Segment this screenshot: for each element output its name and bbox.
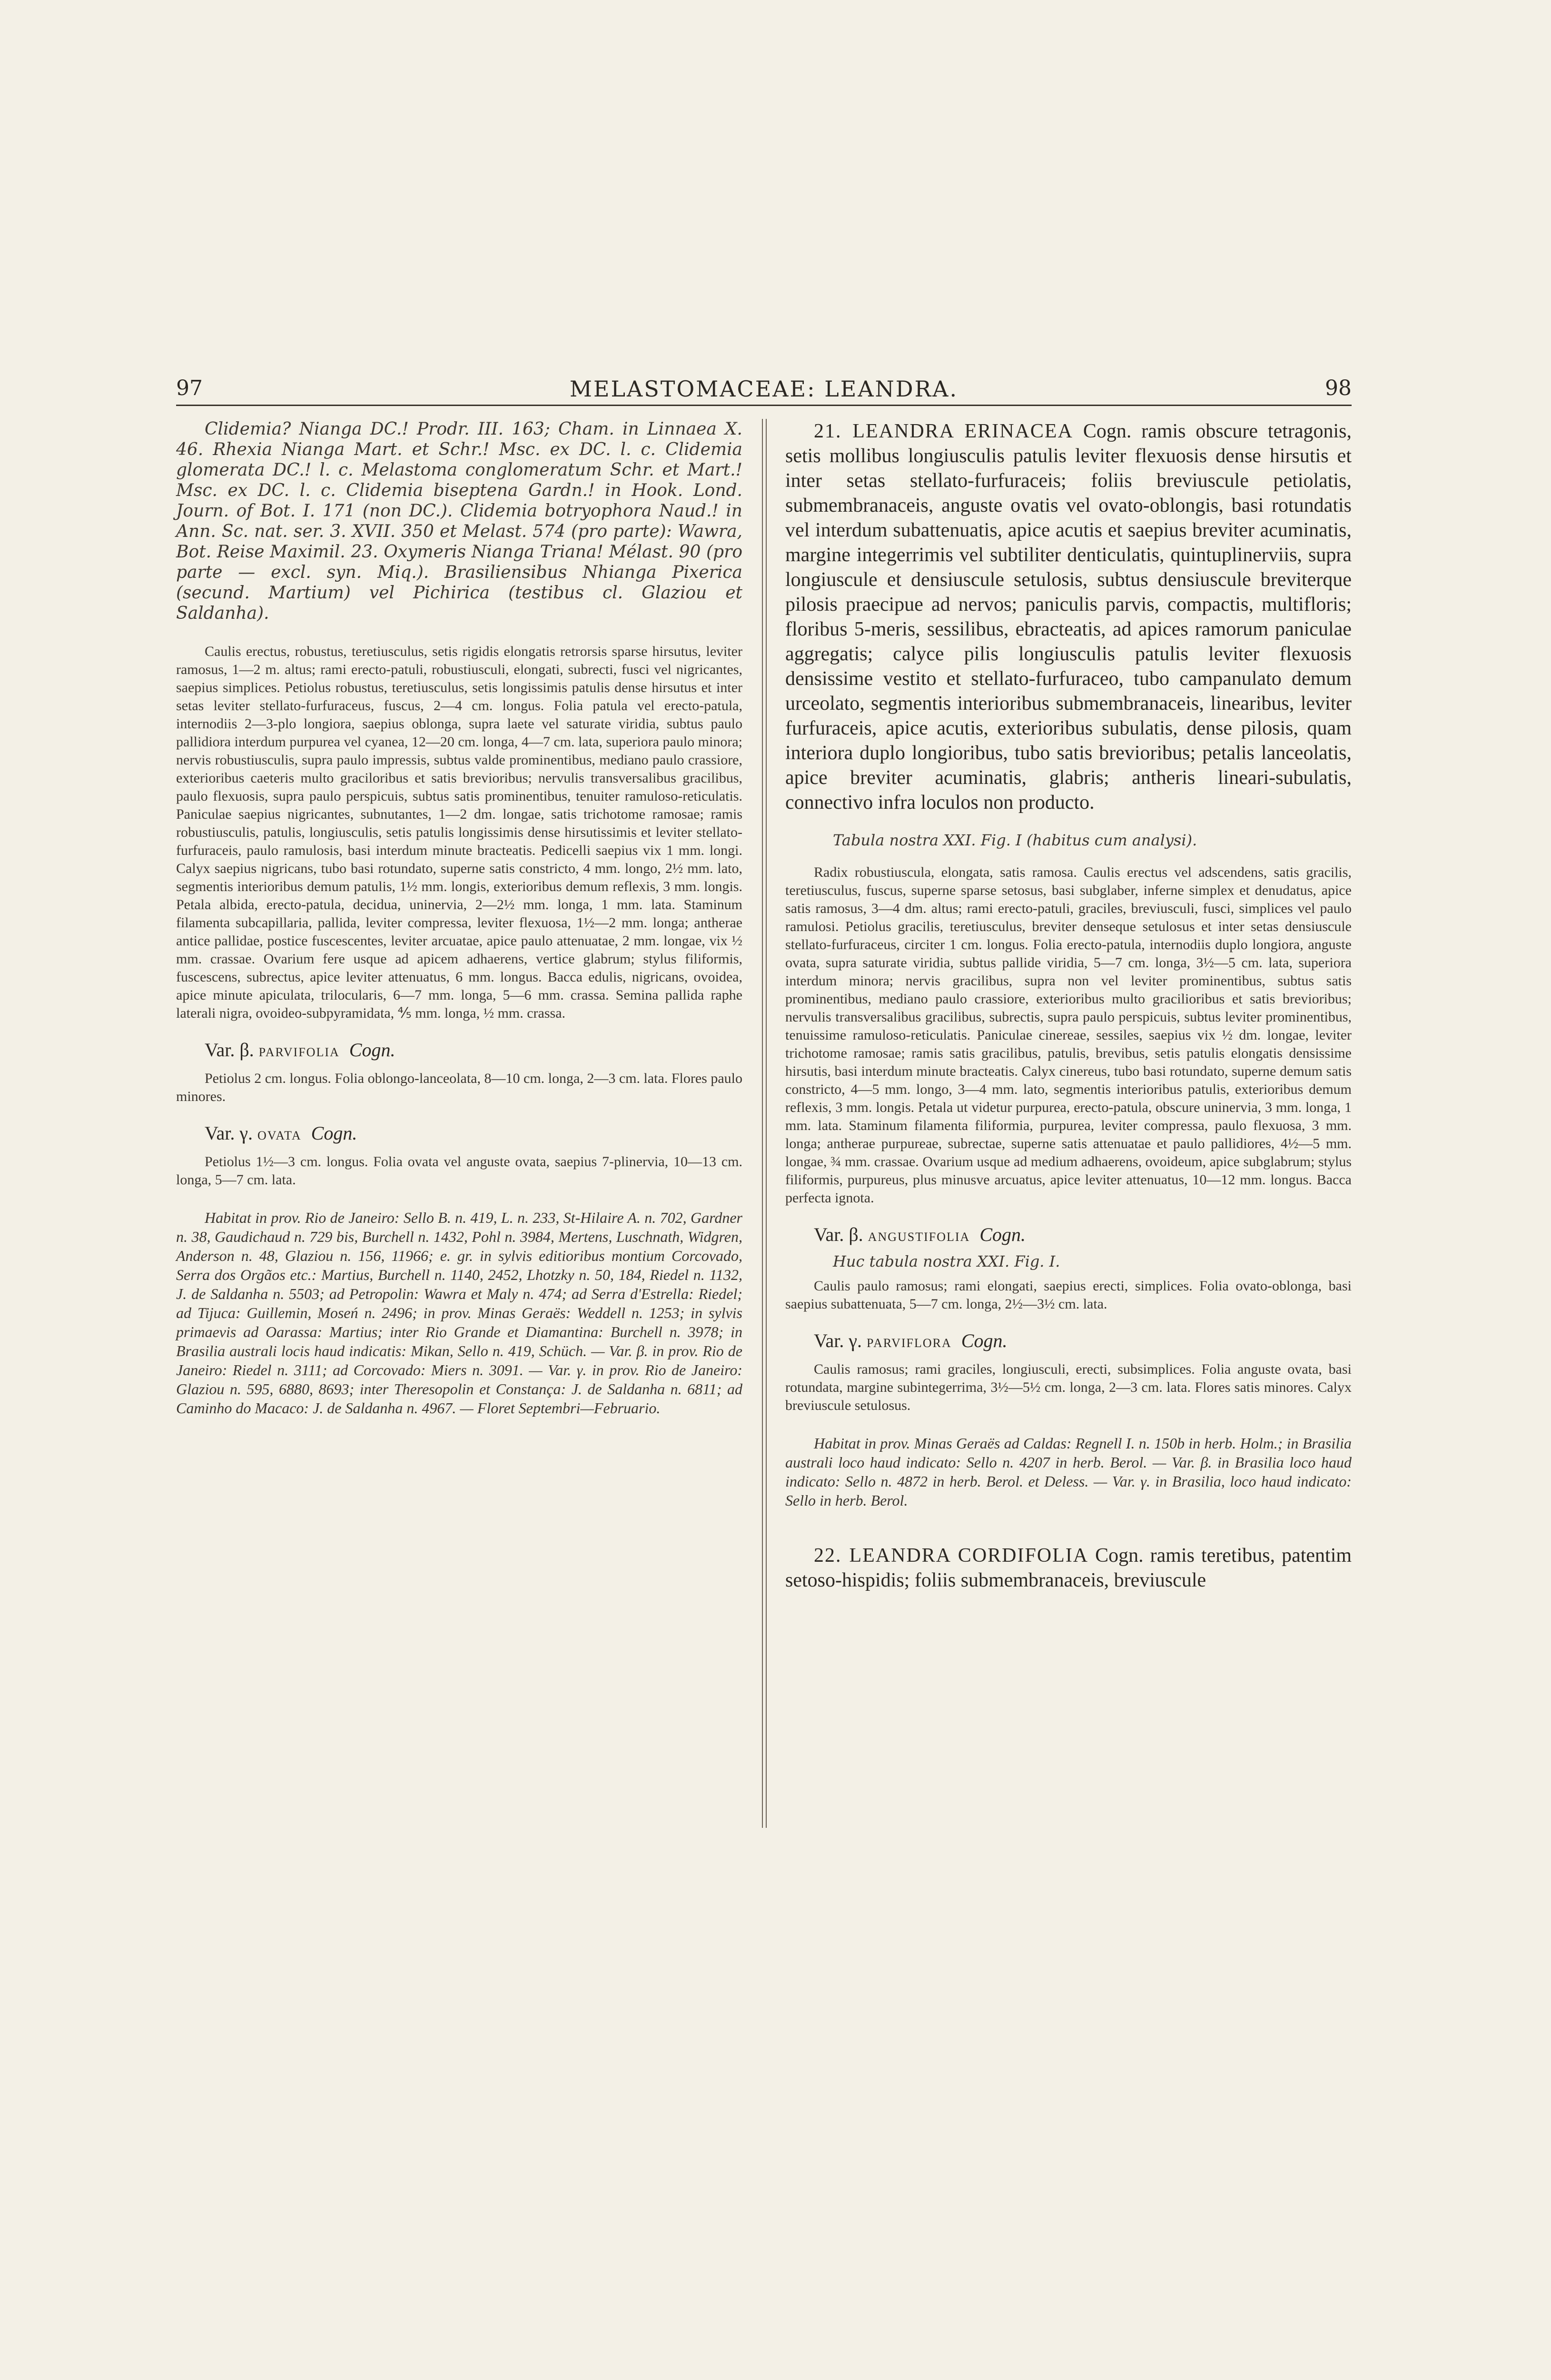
variety-gamma-text-right: Caulis ramosus; rami graciles, longiusculi, erecti, subsimplices. Folia anguste ovata, basi rotundata, margine subintegerrima, 3½—5½ cm. longa, 2—3 cm. lata. Flores satis minores. Calyx breviuscule setulosus. — [785, 1361, 1352, 1413]
right-column — [785, 419, 1352, 1593]
variety-beta-title: Var. β. PARVIFOLIA Cogn. — [205, 1039, 395, 1061]
variety-beta-title-right: Var. β. ANGUSTIFOLIA Cogn. — [814, 1224, 1026, 1245]
species-title: 21. LEANDRA ERINACEA — [814, 420, 1073, 442]
variety-beta-text-right: Caulis paulo ramosus; rami elongati, saepius erecti, simplices. Folia ovato-oblonga, basi saepius subattenuata, 5—7 cm. longa, 2½—3½ cm. lata. — [785, 1278, 1352, 1312]
synonymy: Clidemia? Nianga DC.! Prodr. III. 163; Cham. in Linnaea X. 46. Rhexia Nianga Mart. et Schr.! Msc. ex DC. l. c. Clidemia glomerata DC.! l. c. Melastoma conglomeratum Schr. et Mart.! Msc. ex DC. l. c. Clidemia biseptena Gardn.! in Hook. Lond. Journ. of Bot. I. 171 (non DC.). Clidemia botryophora Naud.! in Ann. Sc. nat. ser. 3. XVII. 350 et Melast. 574 (pro parte): Wawra, Bot. Reise Maximil. 23. Oxymeris Nianga Triana! Mélast. 90 (pro parte — excl. syn. Miq.). Brasiliensibus Nhianga Pixerica (secund. Martium) vel Pichirica (testibus cl. Glaziou et Saldanha). — [176, 419, 742, 623]
next-species-author: Cogn. — [1095, 1545, 1144, 1567]
description-right: Radix robustiuscula, elongata, satis ramosa. Caulis erectus vel adscendens, satis gracilis, teretiusculus, fuscus, superne sparse setosus, basi subglaber, inferne simplex et denudatus, apice satis ramosus, 3—4 dm. altus; rami erecto-patuli, graciles, breviusculi, fusci, simplices vel paulo ramulosi. Petiolus gracilis, teretiusculus, breviter denseque setulosus et inter setas densiuscule stellato-furfuraceus, circiter 1 cm. longus. Folia erecto-patula, internodiis duplo longiora, anguste ovata, supra saturate viridia, subtus pallide viridia, 5—7 cm. longa, 3½—5 cm. lata, superiora interdum minora; nervis gracilibus, supra non vel leviter prominentibus, subtus satis prominentibus, mediano paulo crassiore, exterioribus multo gracilioribus et satis brevioribus; nervulis transversalibus gracilibus, subrectis, supra paulo perspicuis, subtus leviter prominentibus, tenuissime ramuloso-reticulatis. Paniculae cinereae, sessiles, saepius vix ½ dm. longae, leviter trichotome ramosae; ramis satis gracilibus, patulis, brevibus, setis patulis elongatis densissime hirsutis, basi interdum minute bracteatis. Calyx cinereus, tubo basi rotundato, superne demum satis constricto, 4—5 mm. longo, 3—4 mm. lato, segmentis interioribus patulis, exterioribus demum reflexis, 3 mm. longis. Petala ut videtur purpurea, erecto-patula, obscure uninervia, 3 mm. longa, 1 mm. lata. Staminum filamenta filiformia, purpurea, leviter compressa, paulo flexuosa, 3 mm. longa; antherae purpureae, subrectae, superne satis attenuatae et paulo pallidiores, 4½—5 mm. longae, ¾ mm. crassae. Ovarium usque ad medium adhaerens, ovoideum, apice subglabrum; stylus filiformis, purpureus, plus minusve arcuatus, apice leviter attenuatus, 10—12 mm. longus. Bacca perfecta ignota. — [785, 864, 1352, 1206]
variety-beta-text: Petiolus 2 cm. longus. Folia oblongo-lanceolata, 8—10 cm. longa, 2—3 cm. lata. Flores paulo minores. — [176, 1071, 742, 1104]
running-title: MELASTOMACEAE: LEANDRA. — [569, 376, 958, 402]
tabula-reference: Tabula nostra XXI. Fig. I (habitus cum analysi). — [833, 831, 1197, 849]
species-diagnosis — [785, 419, 1352, 815]
variety-beta-tabula: Huc tabula nostra XXI. Fig. I. — [833, 1252, 1060, 1270]
next-species — [785, 1543, 1352, 1593]
habitat-left: Habitat in prov. Rio de Janeiro: Sello B. n. 419, L. n. 233, St-Hilaire A. n. 702, Gardner n. 38, Gaudichaud n. 729 bis, Burchell n. 1432, Pohl n. 3984, Mertens, Luschnath, Widgren, Anderson n. 48, Glaziou n. 156, 11966; e. gr. in sylvis editioribus montium Corcovado, Serra dos Orgãos etc.: Martius, Burchell n. 1140, 2452, Lhotzky n. 50, 184, Riedel n. 1132, J. de Saldanha n. 5503; ad Petropolin: Wawra et Maly n. 474; ad Serra d'Estrella: Riedel; ad Tijuca: Guillemin, Moseń n. 2496; in prov. Minas Geraës: Weddell n. 1253; in sylvis primaevis ad Oarassa: Martius; inter Rio Grande et Diamantina: Burchell n. 3978; in Brasilia australi locis haud indicatis: Mikan, Sello n. 419, Schüch. — Var. β. in prov. Rio de Janeiro: Riedel n. 3111; ad Corcovado: Miers n. 3091. — Var. γ. in prov. Rio de Janeiro: Glaziou n. 595, 6880, 8693; inter Theresopolin et Constança: J. de Saldanha n. 6811; ad Caminho do Macaco: J. de Saldanha n. 4967. — Floret Septembri—Februario. — [176, 1209, 742, 1417]
habitat-right: Habitat in prov. Minas Geraës ad Caldas: Regnell I. n. 150b in herb. Holm.; in Brasilia australi loco haud indicato: Sello n. 4207 in herb. Berol. — Var. β. in Brasilia loco haud indicato: Sello n. 4872 in herb. Berol. et Deless. — Var. γ. in Brasilia, loco haud indicato: Sello in herb. Berol. — [785, 1435, 1352, 1509]
page-number-left: 97 — [176, 376, 203, 400]
species-author: Cogn. — [1083, 420, 1132, 442]
column-divider — [762, 419, 767, 1828]
next-species-text: ramis teretibus, patentim setoso-hispidis; foliis submembranaceis, breviuscule — [785, 1545, 1352, 1591]
variety-gamma-text: Petiolus 1½—3 cm. longus. Folia ovata vel anguste ovata, saepius 7-plinervia, 10—13 cm. longa, 5—7 cm. lata. — [176, 1154, 742, 1188]
left-column — [176, 419, 742, 1418]
species-diagnosis-text: ramis obscure tetragonis, setis mollibus longiusculis patulis leviter flexuosis dense hirsutis et inter setas stellato-furfuraceis; foliis breviuscule petiolatis, submembranaceis, anguste ovatis vel ovato-oblongis, basi rotundatis vel interdum subattenuatis, apice acutis et saepius breviter acuminatis, margine integerrimis vel subtiliter denticulatis, quintuplinerviis, supra longiuscule et densiuscule setulosis, subtus densiuscule breviterque pilosis praecipue ad nervos; paniculis parvis, compactis, multifloris; floribus 5-meris, sessilibus, ebracteatis, ad apices ramorum paniculae aggregatis; calyce pilis longiusculis patulis leviter flexuosis densissime vestito et stellato-furfuraceo, tubo campanulato demum urceolato, segmentis interioribus submembranaceis, linearibus, leviter furfuraceis, apice acutis, exterioribus subulatis, dense pilosis, quam interiora duplo longioribus, tubo satis brevioribus; petalis lanceolatis, apice breviter acuminatis, glabris; antheris lineari-subulatis, connectivo infra loculos non producto. — [785, 420, 1352, 813]
next-species-title: 22. LEANDRA CORDIFOLIA — [814, 1545, 1089, 1567]
variety-gamma-title-right: Var. γ. PARVIFLORA Cogn. — [814, 1330, 1008, 1351]
description-left: Caulis erectus, robustus, teretiusculus, setis rigidis elongatis retrorsis sparse hirsutus, leviter ramosus, 1—2 m. altus; rami erecto-patuli, robustiusculi, elongati, subrecti, fusci vel nigricantes, saepius simplices. Petiolus robustus, teretiusculus, setis longissimis patulis dense hirsutus et inter setas leviter stellato-furfuraceus, fuscus, 2—4 cm. longus. Folia patula vel erecto-patula, internodiis 2—3-plo longiora, saepius oblonga, supra laete vel saturate viridia, subtus paulo pallidiora interdum purpurea vel cyanea, 12—20 cm. longa, 4—7 cm. lata, superiora paulo minora; nervis robustiusculis, supra paulo impressis, subtus valde prominentibus, mediano paulo crassiore, exterioribus caeteris multo graciloribus et satis brevioribus; nervulis transversalibus gracilibus, paulo flexuosis, supra paulo perspicuis, subtus satis prominentibus, tenuiter ramuloso-reticulatis. Paniculae saepius nigricantes, subnutantes, 1—2 dm. longae, satis trichotome ramosae; ramis robustiusculis, patulis, longiusculis, setis patulis longissimis dense hirsutissimis et leviter stellato-furfuraceis, paulo ramulosis, basi interdum minute bracteatis. Pedicelli saepius vix 1 mm. longi. Calyx saepius nigricans, tubo basi rotundato, superne satis constricto, 4 mm. longo, 2½ mm. lato, segmentis interioribus demum patulis, 1½ mm. longis, exterioribus demum reflexis, 3 mm. longis. Petala albida, erecto-patula, decidua, uninervia, 2—2½ mm. longa, 1 mm. lata. Staminum filamenta subcapillaria, pallida, leviter compressa, leviter flexuosa, 1½—2 mm. longa; antherae antice pallidae, postice fuscescentes, leviter arcuatae, apice paulo attenuatae, 2 mm. longae, vix ½ mm. crassae. Ovarium fere usque ad apicem adhaerens, vertice glabrum; stylus filiformis, fuscescens, subrectus, apice leviter attenuatus, 6 mm. longus. Bacca edulis, nigricans, ovoidea, apice minute apiculata, trilocularis, 6—7 mm. longa, 5—6 mm. crassa. Semina pallida raphe laterali nigra, ovoideo-subpyramidata, ⅘ mm. longa, ½ mm. crassa. — [176, 644, 742, 1021]
page-header — [176, 376, 1352, 406]
variety-gamma-title: Var. γ. OVATA Cogn. — [205, 1122, 357, 1144]
page-number-right: 98 — [1325, 376, 1352, 400]
